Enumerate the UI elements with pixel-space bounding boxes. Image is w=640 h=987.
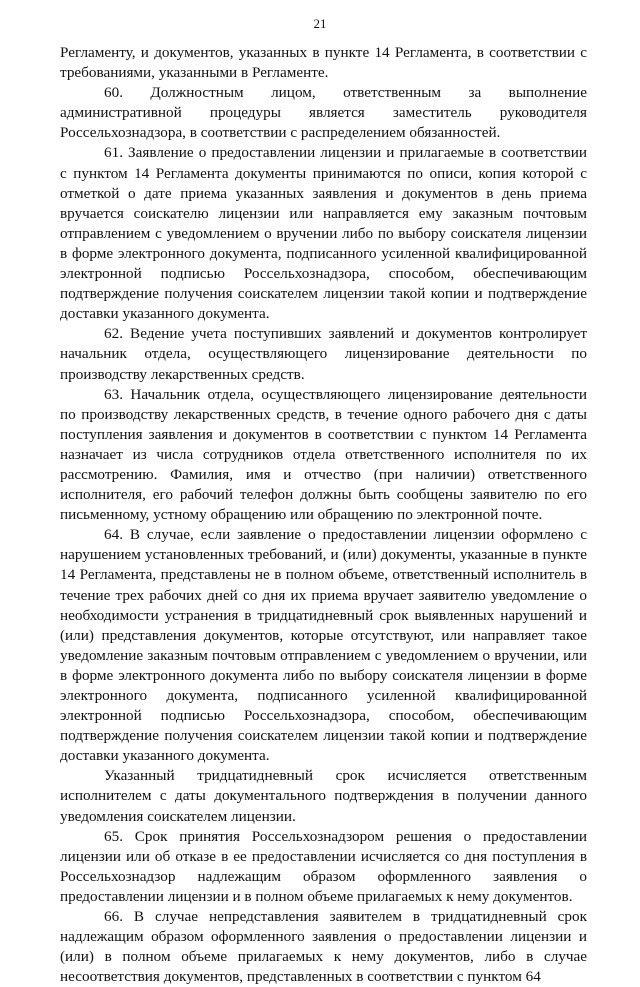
paragraph-63: 63. Начальник отдела, осуществляющего лицензирование деятельности по производству лекарственных средств, в течение одного рабочего дня с даты поступления заявления и документов в соответствии с пунктом 14 Регламента назначает из числа сотрудников отдела ответственного исполнителя по их рассмотрению. Фамилия, имя и отчество (при наличии) ответственного исполнителя, его рабочий телефон должны быть сообщены заявителю по его письменному, устному обращению или обращению по электронной почте. xyxy=(60,385,587,524)
paragraph-60: 60. Должностным лицом, ответственным за выполнение административной процедуры является заместитель руководителя Россельхознадзора, в соответствии с распределением обязанностей. xyxy=(60,84,587,142)
document-body xyxy=(60,43,587,987)
paragraph-continuation: Регламенту, и документов, указанных в пункте 14 Регламента, в соответствии с требованиями, указанными в Регламенте. xyxy=(60,44,587,82)
paragraph-64-note: Указанный тридцатидневный срок исчисляется ответственным исполнителем с даты документального подтверждения в получении данного уведомления соискателем лицензии. xyxy=(60,767,587,825)
paragraph-61: 61. Заявление о предоставлении лицензии и прилагаемые в соответствии с пунктом 14 Регламента документы принимаются по описи, копия которой с отметкой о дате приема указанных заявления и документов в день приема вручается соискателю лицензии или направляется ему заказным почтовым отправлением с уведомлением о вручении либо по выбору соискателя лицензии в форме электронного документа, подписанного усиленной квалифицированной электронной подписью Россельхознадзора, способом, обеспечивающим подтверждение получения соискателем лицензии такой копии и подтверждение доставки указанного документа. xyxy=(60,144,587,323)
paragraph-62: 62. Ведение учета поступивших заявлений и документов контролирует начальник отдела, осуществляющего лицензирование деятельности по производству лекарственных средств. xyxy=(60,325,587,383)
page-number: 21 xyxy=(313,16,327,31)
paragraph-64: 64. В случае, если заявление о предоставлении лицензии оформлено с нарушением установленных требований, и (или) документы, указанные в пункте 14 Регламента, представлены не в полном объеме, ответственный исполнитель в течение трех рабочих дней со дня их приема вручает заявителю уведомление о необходимости устранения в тридцатидневный срок выявленных нарушений и (или) представления документов, которые отсутствуют, или направляет такое уведомление заказным почтовым отправлением с уведомлением о вручении, или в форме электронного документа либо по выбору соискателя лицензии в форме электронного документа, подписанного усиленной квалифицированной электронной подписью Россельхознадзора, способом, обеспечивающим подтверждение получения соискателем лицензии такой копии и подтверждение доставки указанного документа. xyxy=(60,526,587,765)
paragraph-66: 66. В случае непредставления заявителем в тридцатидневный срок надлежащим образом оформленного заявления о предоставлении лицензии и (или) в полном объеме прилагаемых к нему документов, либо в случае несоответствия документов, представленных в соответствии с пунктом 64 xyxy=(60,908,587,986)
paragraph-65: 65. Срок принятия Россельхознадзором решения о предоставлении лицензии или об отказе в ее предоставлении исчисляется со дня поступления в Россельхознадзор надлежащим образом оформленного заявления о предоставлении лицензии и в полном объеме прилагаемых к нему документов. xyxy=(60,827,587,905)
